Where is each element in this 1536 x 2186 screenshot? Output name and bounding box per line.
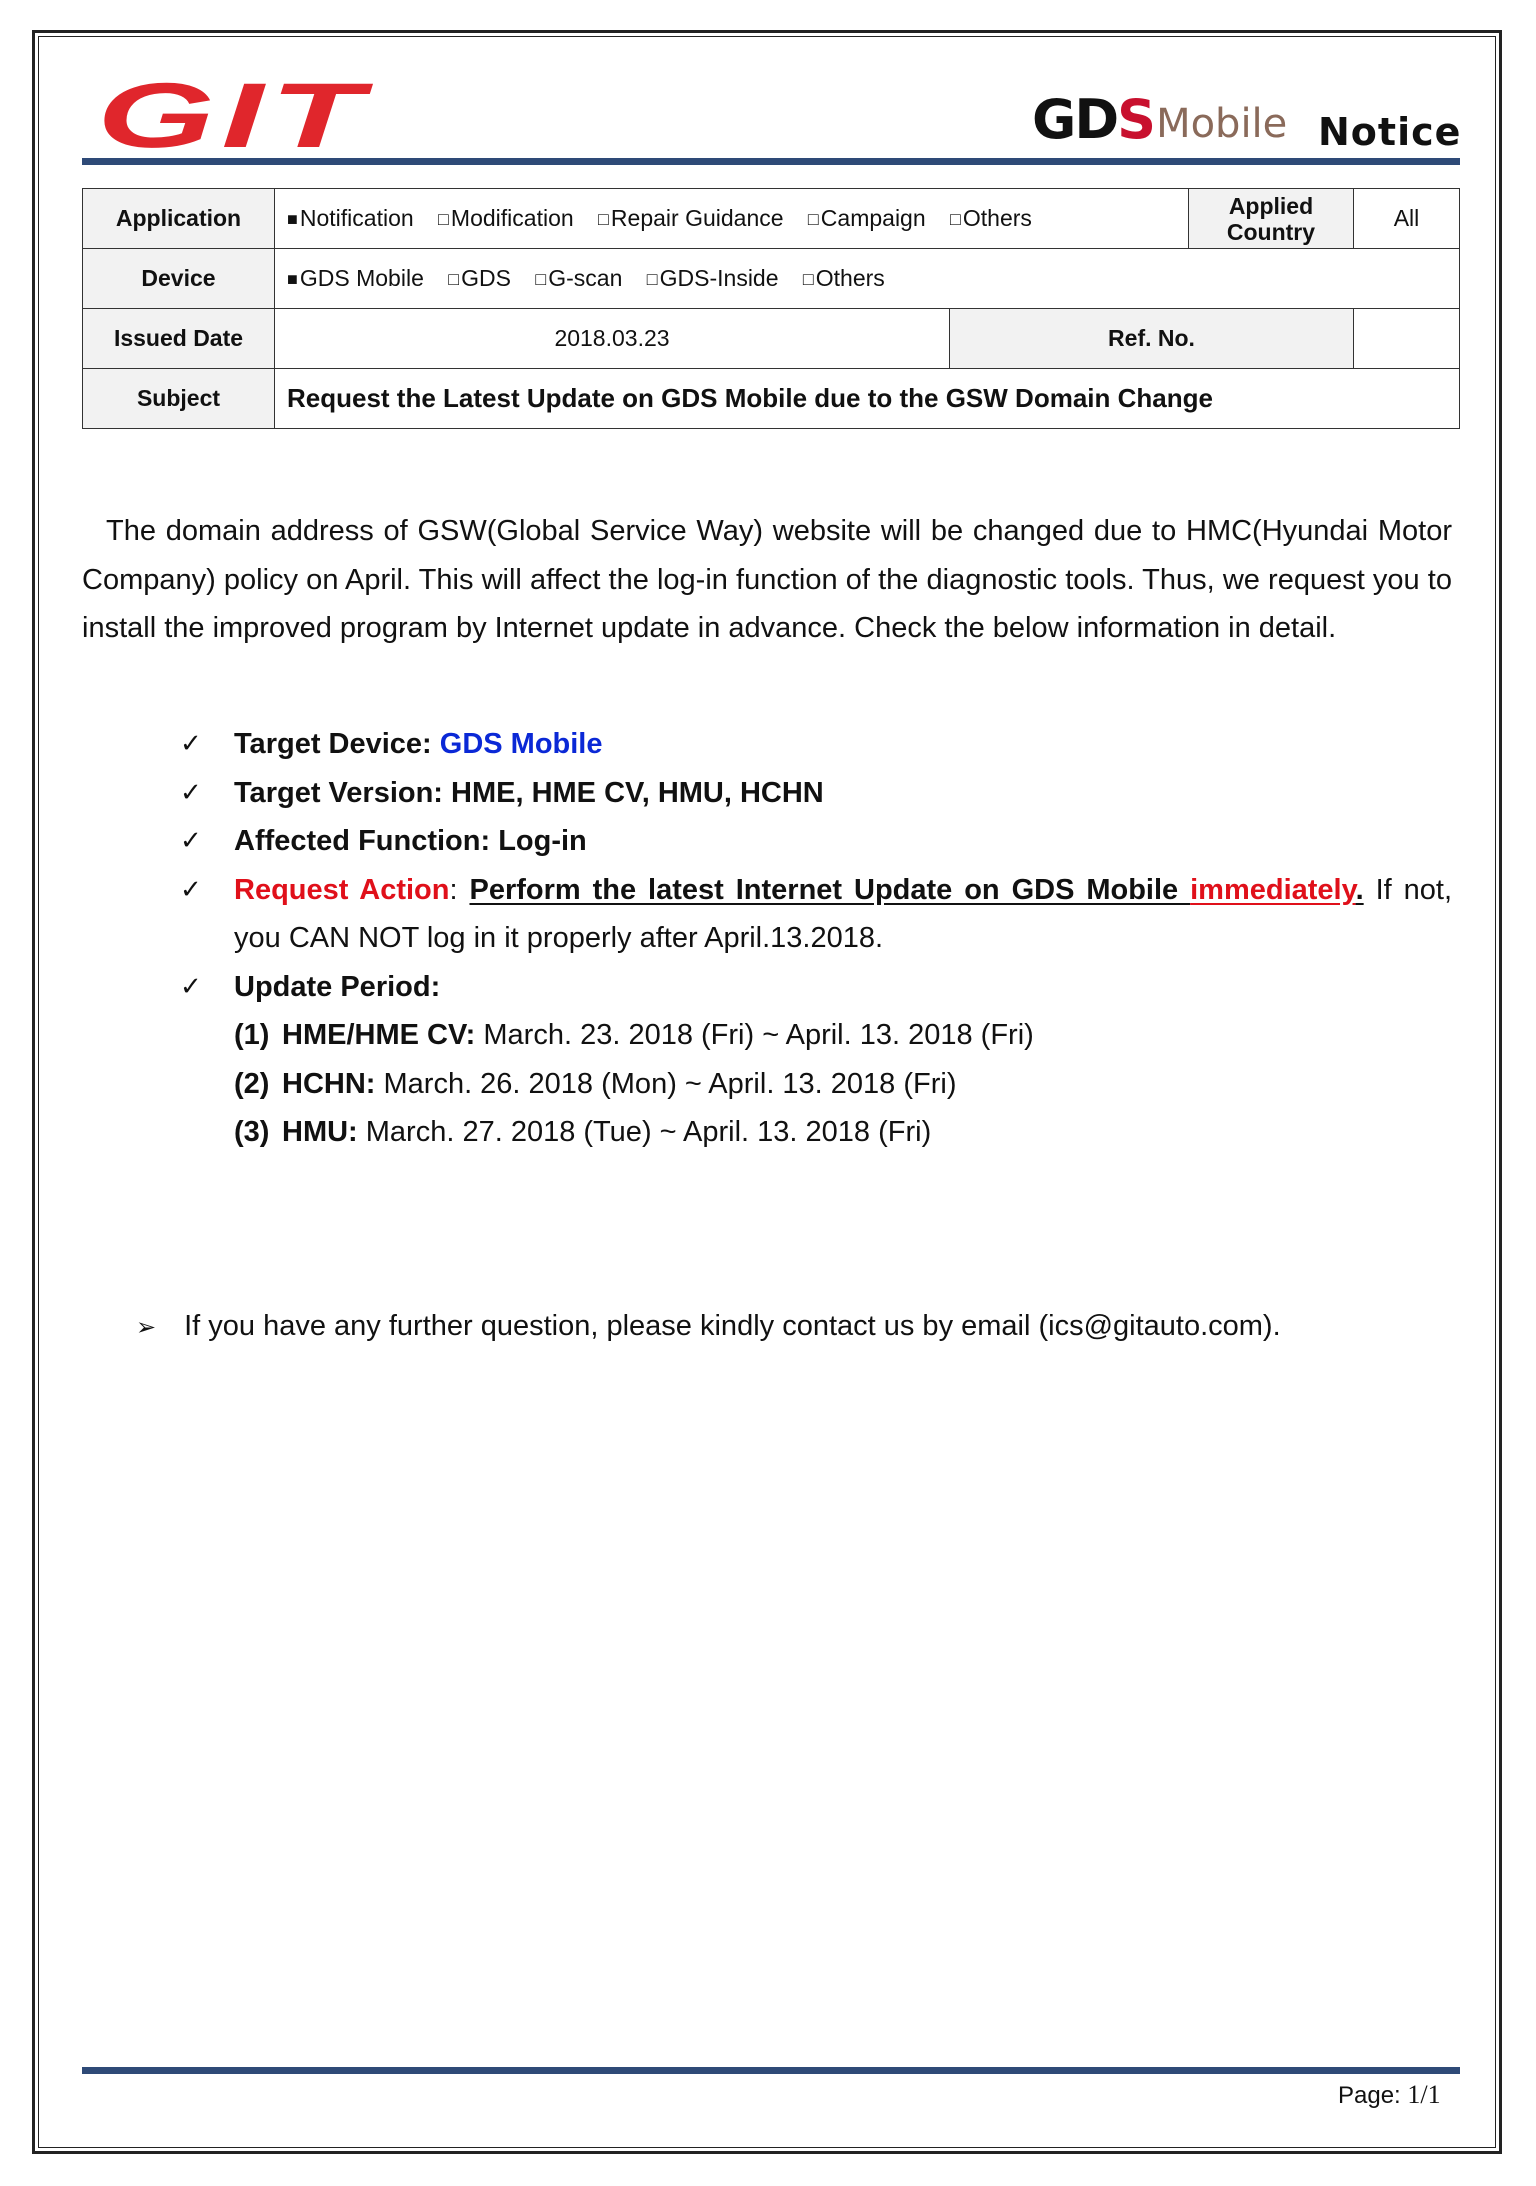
details-checklist — [180, 720, 1452, 1157]
check-icon: ✓ — [180, 729, 202, 759]
list-item — [180, 769, 1452, 818]
subject-value: Request the Latest Update on GDS Mobile due to the GSW Domain Change — [275, 369, 1460, 429]
option-g-scan: □G-scan — [535, 265, 623, 291]
gds-mobile-logo — [1032, 88, 1287, 151]
notice-meta-table — [82, 188, 1460, 429]
target-version: Target Version: HME, HME CV, HMU, HCHN — [234, 776, 824, 809]
request-action-tail: If not, you CAN NOT log in it properly after April.13.2018. — [234, 873, 1452, 954]
option-others: □Others — [802, 265, 885, 291]
intro-paragraph: The domain address of GSW(Global Service Way) website will be changed due to HMC(Hyundai Motor Company) policy on April. This will affect the log-in function of the diagnostic tools. Thus, we request you to install the improved program by Internet update in advance. Check the below information in detail. — [82, 515, 1452, 644]
footer-rule — [82, 2067, 1460, 2074]
contact-line — [136, 1302, 1281, 1351]
list-item — [180, 720, 1452, 769]
table-row — [83, 369, 1460, 429]
contact-text: If you have any further question, please kindly contact us by email (ics@gitauto.com). — [184, 1310, 1281, 1342]
request-action-label: Request Action — [234, 873, 450, 906]
period-item: (3) HMU: March. 27. 2018 (Tue) ~ April. 13. 2018 (Fri) — [234, 1116, 932, 1148]
applied-country-label: Applied Country — [1188, 189, 1353, 249]
affected-function: Affected Function: Log-in — [234, 825, 587, 857]
check-icon: ✓ — [180, 777, 202, 808]
check-icon: ✓ — [180, 971, 202, 1002]
option-gds: □GDS — [448, 265, 511, 291]
doc-type-title: Notice — [1318, 110, 1462, 154]
option-notification: ■Notification — [287, 205, 414, 231]
table-row — [83, 309, 1460, 369]
update-period-label: Update Period: — [234, 970, 441, 1003]
period-item: (1) HME/HME CV: March. 23. 2018 (Fri) ~ April. 13. 2018 (Fri) — [234, 1019, 1034, 1051]
issued-date-value: 2018.03.23 — [275, 309, 950, 369]
option-gds-inside: □GDS-Inside — [646, 265, 779, 291]
ref-no-value — [1353, 309, 1459, 369]
list-item — [180, 817, 1452, 866]
option-campaign: □Campaign — [807, 205, 926, 231]
list-item — [180, 963, 1452, 1012]
target-device-label: Target Device: — [234, 728, 440, 760]
table-row — [83, 189, 1460, 249]
option-others: □Others — [950, 205, 1032, 231]
page-number: Page: 1/1 — [1338, 2080, 1441, 2109]
option-modification: □Modification — [438, 205, 574, 231]
header-rule — [82, 158, 1460, 165]
arrow-bullet-icon: ➢ — [136, 1313, 157, 1341]
device-options — [275, 249, 1460, 309]
ref-no-label: Ref. No. — [950, 309, 1354, 369]
applied-country-value: All — [1353, 189, 1459, 249]
application-label: Application — [83, 189, 275, 249]
target-device-value: GDS Mobile — [439, 728, 603, 760]
check-icon: ✓ — [180, 826, 202, 856]
issued-date-label: Issued Date — [83, 309, 275, 369]
subject-label: Subject — [83, 369, 275, 429]
option-repair-guidance: □Repair Guidance — [598, 205, 784, 231]
check-icon: ✓ — [180, 874, 202, 905]
git-logo — [95, 75, 375, 155]
table-row — [83, 249, 1460, 309]
period-item: (2) HCHN: March. 26. 2018 (Mon) ~ April. 13. 2018 (Fri) — [234, 1067, 957, 1100]
device-label: Device — [83, 249, 275, 309]
git-logo-text: GIT — [97, 75, 374, 155]
request-action-emph: immediately — [1190, 873, 1356, 906]
list-item: ✓ Request Action: Perform the latest Internet Update on GDS Mobile immediately. If not, you CAN NOT log in it properly after April.13.2018. — [180, 866, 1452, 963]
request-action-main: Perform the latest Internet Update on GDS Mobile — [469, 873, 1191, 906]
gds-logo-mark: GDS — [1032, 88, 1155, 151]
gds-logo-suffix: Mobile — [1156, 101, 1288, 147]
application-options — [275, 189, 1189, 249]
option-gds-mobile: ■GDS Mobile — [287, 265, 424, 291]
